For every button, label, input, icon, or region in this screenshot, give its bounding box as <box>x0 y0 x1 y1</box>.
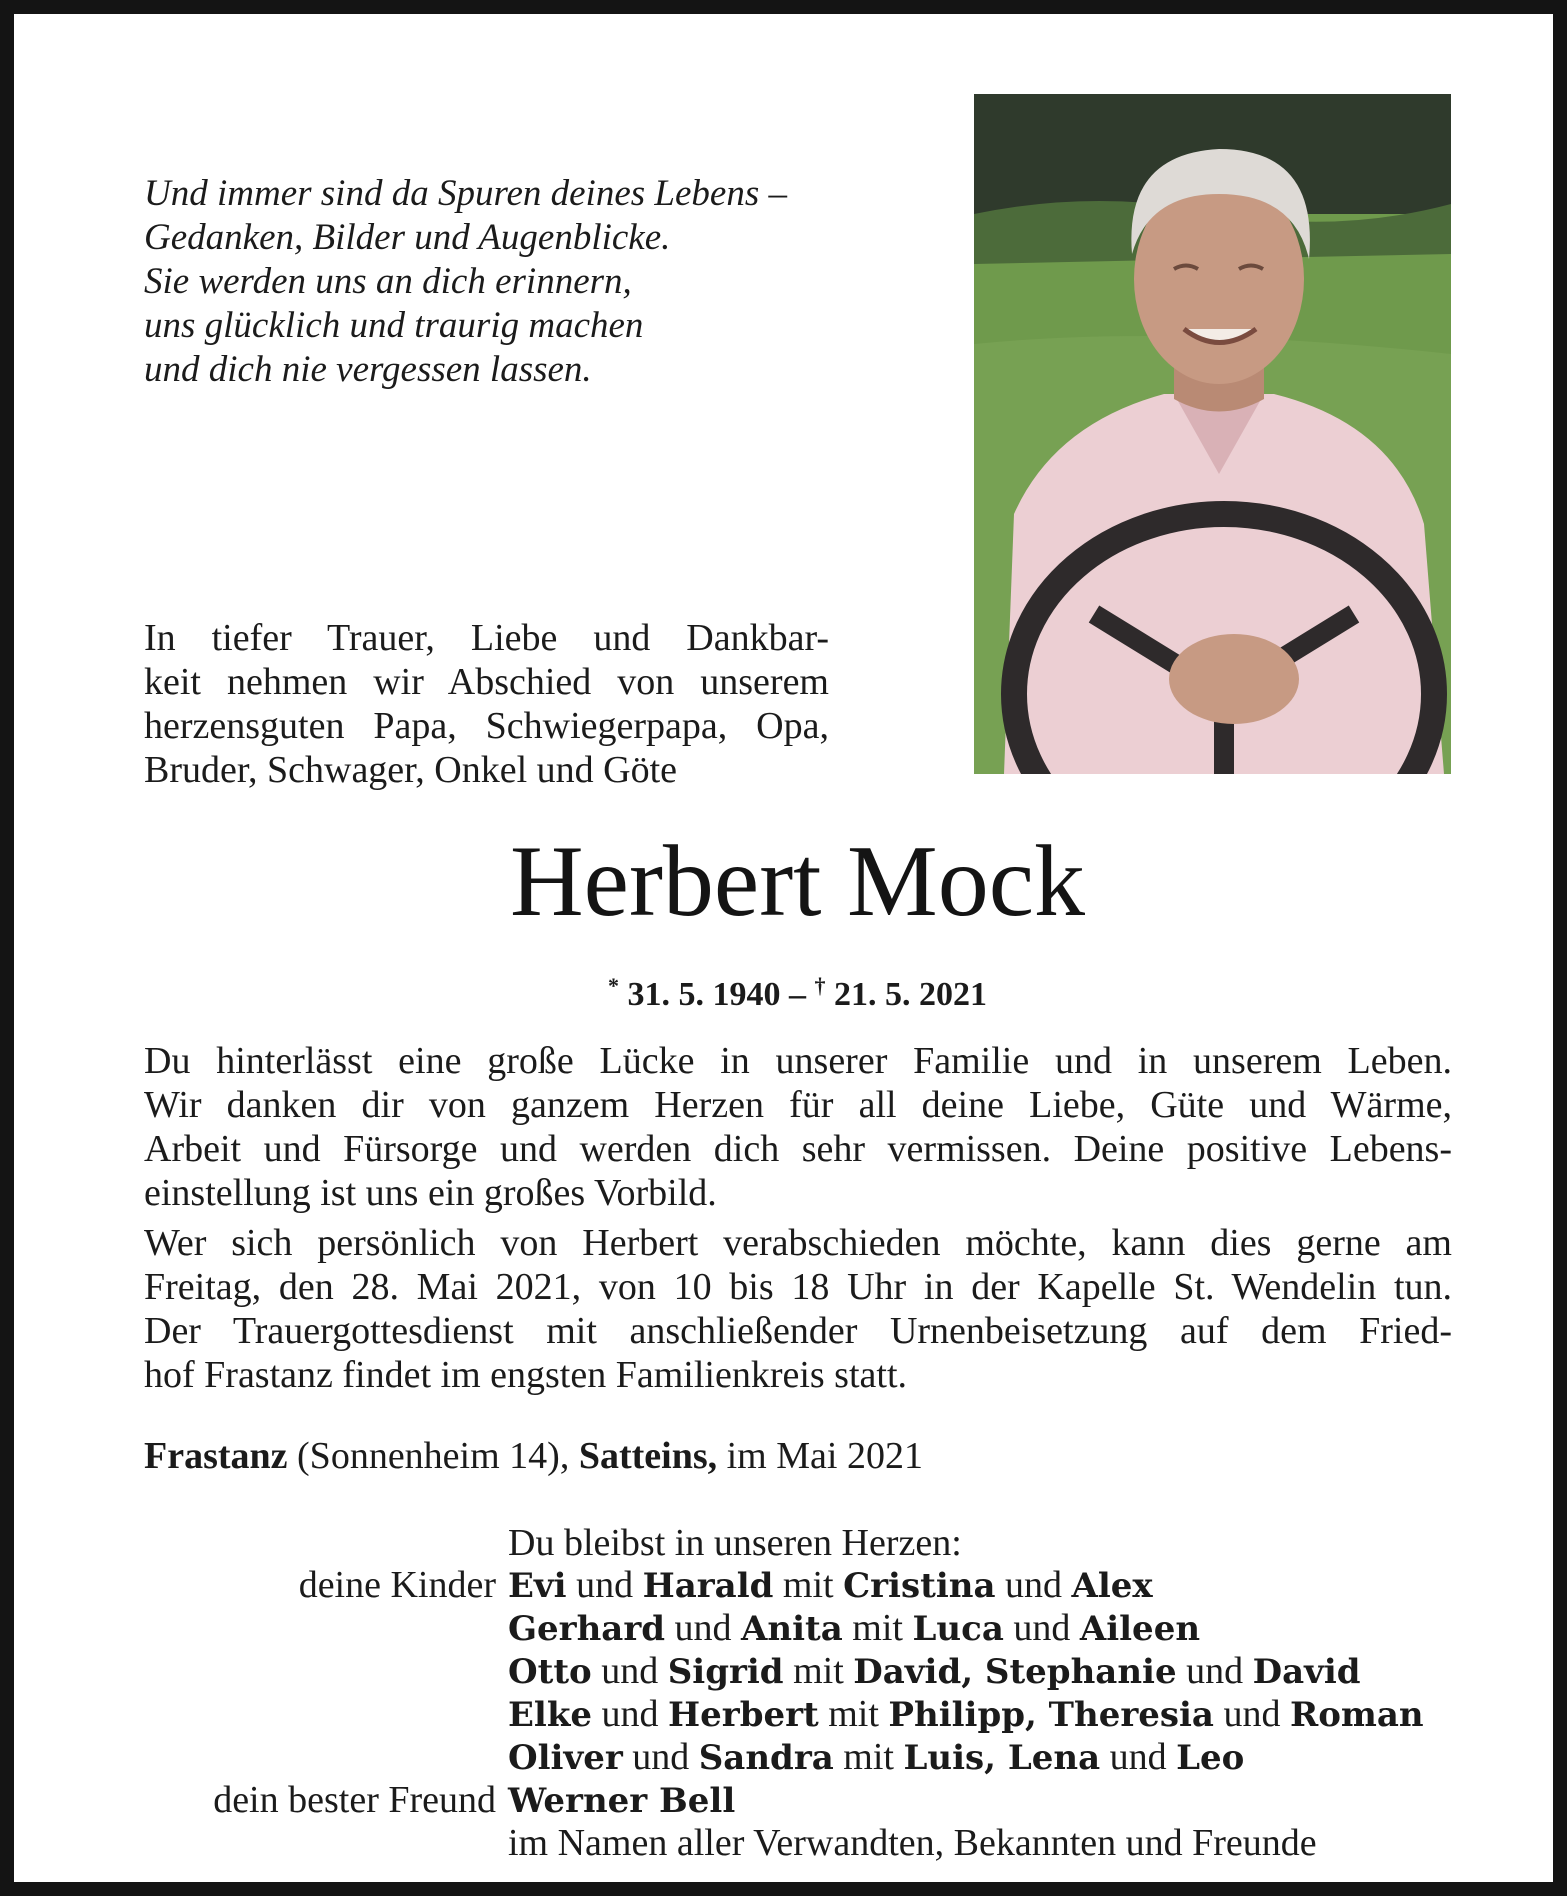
family-row <box>144 1693 1454 1736</box>
grandchildren-names: David, Stephanie <box>853 1652 1177 1692</box>
connector: und <box>622 1736 699 1778</box>
connector: und <box>1213 1693 1290 1735</box>
grandchild-name: Roman <box>1289 1695 1424 1735</box>
grandchildren-names: Luca <box>912 1609 1004 1649</box>
paragraph-farewell <box>144 1221 1452 1397</box>
paragraph-line: Wer sich persönlich von Herbert verabschieden möchte, kann dies gerne am <box>144 1222 1452 1264</box>
child-name: Oliver <box>508 1738 623 1778</box>
closing-line: im Namen aller Verwandten, Bekannten und Freunde <box>508 1822 1317 1864</box>
child-name: Evi <box>508 1566 567 1606</box>
poem-line: und dich nie vergessen lassen. <box>144 349 592 390</box>
family-row <box>144 1564 1454 1607</box>
connector: mit <box>842 1607 913 1649</box>
paragraph-line: Arbeit und Fürsorge und werden dich sehr vermissen. Deine positive Lebens- <box>144 1128 1452 1170</box>
child-name: Gerhard <box>508 1609 666 1649</box>
paragraph-line: einstellung ist uns ein großes Vorbild. <box>144 1172 717 1214</box>
deceased-name: Herbert Mock <box>510 825 1085 938</box>
connector: und <box>566 1564 643 1606</box>
connector: und <box>1003 1607 1080 1649</box>
connector: und <box>1176 1650 1253 1692</box>
birth-symbol: * <box>608 973 619 998</box>
poem-line: Sie werden uns an dich erinnern, <box>144 261 632 302</box>
poem-line: Gedanken, Bilder und Augenblicke. <box>144 217 671 258</box>
child-name: Otto <box>508 1652 592 1692</box>
connector: mit <box>783 1650 854 1692</box>
place-and-date <box>144 1434 1444 1478</box>
birth-date: 31. 5. 1940 <box>627 976 781 1013</box>
signatures-heading: Du bleibst in unseren Herzen: <box>508 1522 962 1564</box>
grandchildren-names: Cristina <box>843 1566 996 1606</box>
paragraph-tribute <box>144 1039 1452 1215</box>
paragraph-line: Wir danken dir von ganzem Herzen für all deine Liebe, Güte und Wärme, <box>144 1084 1452 1126</box>
town-frastanz: Frastanz <box>144 1435 288 1477</box>
connector: und <box>592 1693 669 1735</box>
life-dates <box>14 964 1567 1017</box>
freund-label: dein bester Freund <box>213 1779 496 1821</box>
poem <box>144 172 844 392</box>
grandchildren-names: Luis, Lena <box>903 1738 1101 1778</box>
connector: mit <box>773 1564 844 1606</box>
connector: mit <box>833 1736 904 1778</box>
connector: und <box>665 1607 742 1649</box>
family-row <box>144 1650 1454 1693</box>
family-row <box>144 1736 1454 1779</box>
child-name: Elke <box>508 1695 593 1735</box>
spouse-name: Herbert <box>668 1695 819 1735</box>
poem-line: Und immer sind da Spuren deines Lebens – <box>144 173 787 214</box>
intro-line: herzensguten Papa, Schwiegerpapa, Opa, <box>144 705 829 747</box>
paragraph-line: Freitag, den 28. Mai 2021, von 10 bis 18 Uhr in der Kapelle St. Wendelin tun. <box>144 1266 1452 1308</box>
portrait-photo-icon <box>974 94 1451 774</box>
friend-name: Werner Bell <box>508 1781 736 1821</box>
portrait-photo <box>974 94 1451 774</box>
death-symbol: † <box>814 973 826 998</box>
connector: und <box>995 1564 1072 1606</box>
paragraph-line: Du hinterlässt eine große Lücke in unserer Familie und in unserem Leben. <box>144 1040 1452 1082</box>
address: (Sonnenheim 14), <box>287 1435 579 1477</box>
death-date: 21. 5. 2021 <box>834 976 987 1013</box>
grandchild-name: Aileen <box>1079 1609 1201 1649</box>
grandchild-name: Alex <box>1071 1566 1153 1606</box>
connector: und <box>591 1650 668 1692</box>
paragraph-line: hof Frastanz findet im engsten Familienkreis statt. <box>144 1354 908 1396</box>
friend-row <box>144 1779 1454 1822</box>
grandchild-name: David <box>1252 1652 1361 1692</box>
connector: und <box>1100 1736 1177 1778</box>
intro-line: keit nehmen wir Abschied von unserem <box>144 661 829 703</box>
date-dash: – <box>789 976 806 1013</box>
intro-text <box>144 616 829 792</box>
spouse-name: Sandra <box>698 1738 834 1778</box>
month-date: im Mai 2021 <box>717 1435 923 1477</box>
grandchildren-names: Philipp, Theresia <box>888 1695 1214 1735</box>
spouse-name: Anita <box>741 1609 843 1649</box>
spouse-name: Sigrid <box>667 1652 784 1692</box>
kinder-label: deine Kinder <box>298 1564 496 1606</box>
grandchild-name: Leo <box>1176 1738 1245 1778</box>
intro-line: Bruder, Schwager, Onkel und Göte <box>144 749 678 791</box>
signatures <box>144 1522 1454 1864</box>
family-row <box>144 1607 1454 1650</box>
paragraph-line: Der Trauergottesdienst mit anschließender Urnenbeisetzung auf dem Fried- <box>144 1310 1452 1352</box>
intro-line: In tiefer Trauer, Liebe und Dankbar- <box>144 617 829 659</box>
connector: mit <box>818 1693 889 1735</box>
town-satteins: Satteins, <box>578 1435 718 1477</box>
poem-line: uns glücklich und traurig machen <box>144 305 644 346</box>
spouse-name: Harald <box>642 1566 774 1606</box>
